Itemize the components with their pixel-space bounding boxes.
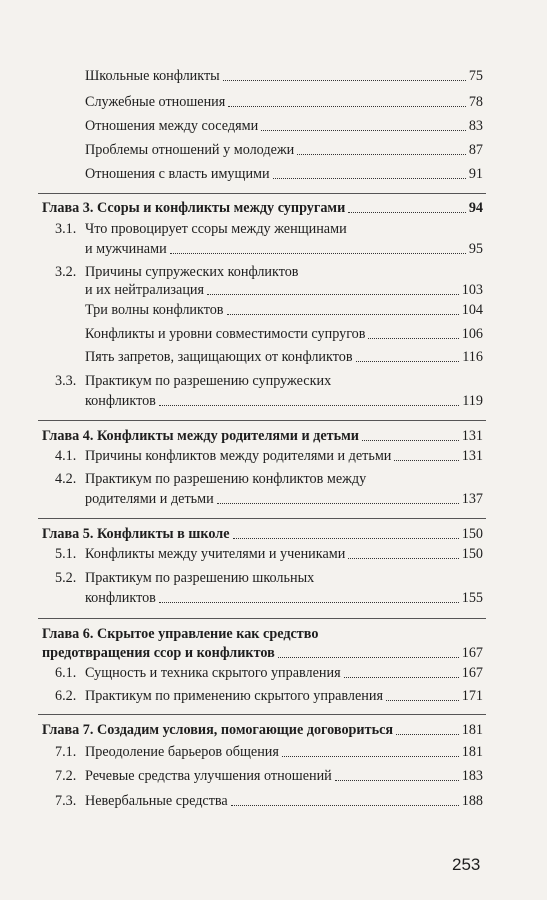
chapter-page: 150 bbox=[461, 526, 483, 542]
toc-entry bbox=[85, 68, 483, 85]
entry-title: Конфликты и уровни совместимости супругов bbox=[85, 326, 366, 342]
section-title-line1: Причины супружеских конфликтов bbox=[85, 264, 299, 280]
section-page: 188 bbox=[461, 793, 483, 809]
section-title-line2: конфликтов bbox=[85, 393, 156, 409]
chapter-page: 94 bbox=[468, 200, 483, 216]
entry-title: Служебные отношения bbox=[85, 94, 226, 110]
section-entry bbox=[85, 471, 483, 508]
entry-title: Отношения между соседями bbox=[85, 118, 259, 134]
section-number: 5.2. bbox=[55, 570, 77, 586]
section-page: 119 bbox=[462, 393, 483, 409]
section-title-line2: и мужчинами bbox=[85, 241, 167, 257]
leader-dots bbox=[207, 294, 459, 295]
leader-dots bbox=[159, 602, 459, 603]
entry-page: 78 bbox=[468, 94, 483, 110]
leader-dots bbox=[282, 756, 459, 757]
chapter-title: Глава 4. Конфликты между родителями и детьми bbox=[42, 428, 359, 444]
toc-entry bbox=[85, 94, 483, 111]
section-number: 7.1. bbox=[55, 744, 77, 760]
entry-title: Школьные конфликты bbox=[85, 68, 220, 84]
entry-page: 83 bbox=[468, 118, 483, 134]
leader-dots bbox=[170, 253, 466, 254]
section-page: 137 bbox=[461, 491, 483, 507]
section-page: 155 bbox=[461, 590, 483, 606]
leader-dots bbox=[227, 314, 459, 315]
leader-dots bbox=[396, 734, 459, 735]
section-title-line1: Сущность и техника скрытого управления bbox=[85, 665, 341, 681]
section-page: 181 bbox=[461, 744, 483, 760]
leader-dots bbox=[278, 657, 459, 658]
section-page: 103 bbox=[461, 282, 483, 298]
chapter-divider bbox=[38, 193, 486, 194]
leader-dots bbox=[335, 780, 459, 781]
toc-entry bbox=[85, 326, 483, 343]
leader-dots bbox=[273, 178, 466, 179]
chapter-title-line2: предотвращения ссор и конфликтов bbox=[42, 645, 275, 661]
section-entry bbox=[85, 768, 483, 785]
chapter-5-entry bbox=[42, 526, 483, 543]
section-number: 3.1. bbox=[55, 221, 77, 237]
toc-entry bbox=[85, 142, 483, 159]
section-page: 167 bbox=[461, 665, 483, 681]
section-entry bbox=[85, 688, 483, 705]
entry-page: 104 bbox=[461, 302, 483, 318]
section-title-line1: Практикум по разрешению конфликтов между bbox=[85, 471, 367, 487]
entry-page: 87 bbox=[468, 142, 483, 158]
chapter-divider bbox=[38, 518, 486, 519]
entry-title: Пять запретов, защищающих от конфликтов bbox=[85, 349, 353, 365]
chapter-4-entry bbox=[42, 428, 483, 445]
section-number: 6.1. bbox=[55, 665, 77, 681]
page-number: 253 bbox=[452, 855, 481, 874]
section-number: 7.3. bbox=[55, 793, 77, 809]
section-title-line1: Причины конфликтов между родителями и детьми bbox=[85, 448, 392, 464]
toc-entry bbox=[85, 166, 483, 183]
section-entry bbox=[85, 744, 483, 761]
section-number: 3.3. bbox=[55, 373, 77, 389]
leader-dots bbox=[297, 154, 466, 155]
section-number: 4.2. bbox=[55, 471, 77, 487]
leader-dots bbox=[217, 503, 459, 504]
leader-dots bbox=[394, 460, 458, 461]
chapter-6-entry bbox=[42, 626, 483, 662]
leader-dots bbox=[348, 212, 466, 213]
leader-dots bbox=[261, 130, 466, 131]
chapter-title: Глава 7. Создадим условия, помогающие договориться bbox=[42, 722, 394, 738]
chapter-page: 131 bbox=[461, 428, 483, 444]
chapter-title: Глава 3. Ссоры и конфликты между супругами bbox=[42, 200, 346, 216]
section-entry bbox=[85, 373, 483, 410]
leader-dots bbox=[348, 558, 458, 559]
leader-dots bbox=[233, 538, 459, 539]
section-page: 183 bbox=[461, 768, 483, 784]
chapter-page: 167 bbox=[461, 645, 483, 661]
section-entry bbox=[85, 570, 483, 607]
section-entry bbox=[85, 264, 483, 299]
section-title-line1: Речевые средства улучшения отношений bbox=[85, 768, 332, 784]
section-title-line1: Конфликты между учителями и учениками bbox=[85, 546, 346, 562]
entry-page: 91 bbox=[468, 166, 483, 182]
leader-dots bbox=[159, 405, 459, 406]
section-page: 171 bbox=[461, 688, 483, 704]
toc-entry bbox=[85, 349, 483, 366]
entry-page: 106 bbox=[461, 326, 483, 342]
section-number: 5.1. bbox=[55, 546, 77, 562]
section-entry bbox=[85, 793, 483, 810]
section-page: 95 bbox=[468, 241, 483, 257]
leader-dots bbox=[362, 440, 459, 441]
entry-page: 75 bbox=[468, 68, 483, 84]
entry-title: Проблемы отношений у молодежи bbox=[85, 142, 295, 158]
section-title-line1: Невербальные средства bbox=[85, 793, 228, 809]
section-title-line1: Практикум по разрешению школьных bbox=[85, 570, 315, 586]
section-title-line2: и их нейтрализация bbox=[85, 282, 205, 298]
leader-dots bbox=[344, 677, 459, 678]
chapter-divider bbox=[38, 618, 486, 619]
leader-dots bbox=[386, 700, 459, 701]
chapter-title: Глава 5. Конфликты в школе bbox=[42, 526, 230, 542]
leader-dots bbox=[223, 80, 466, 81]
leader-dots bbox=[356, 361, 460, 362]
chapter-divider bbox=[38, 714, 486, 715]
section-entry bbox=[85, 448, 483, 465]
entry-title: Три волны конфликтов bbox=[85, 302, 224, 318]
section-title-line1: Практикум по разрешению супружеских bbox=[85, 373, 332, 389]
section-entry bbox=[85, 665, 483, 682]
section-number: 4.1. bbox=[55, 448, 77, 464]
chapter-page: 181 bbox=[461, 722, 483, 738]
entry-page: 116 bbox=[462, 349, 483, 365]
section-page: 150 bbox=[461, 546, 483, 562]
leader-dots bbox=[228, 106, 466, 107]
toc-entry bbox=[85, 302, 483, 319]
section-title-line1: Что провоцирует ссоры между женщинами bbox=[85, 221, 347, 237]
section-title-line2: родителями и детьми bbox=[85, 491, 214, 507]
chapter-7-entry bbox=[42, 722, 483, 739]
section-entry bbox=[85, 221, 483, 258]
section-title-line1: Практикум по применению скрытого управления bbox=[85, 688, 383, 704]
section-number: 6.2. bbox=[55, 688, 77, 704]
entry-title: Отношения с власть имущими bbox=[85, 166, 270, 182]
section-entry bbox=[85, 546, 483, 563]
leader-dots bbox=[368, 338, 458, 339]
section-page: 131 bbox=[461, 448, 483, 464]
leader-dots bbox=[231, 805, 459, 806]
section-title-line1: Преодоление барьеров общения bbox=[85, 744, 279, 760]
chapter-divider bbox=[38, 420, 486, 421]
section-number: 7.2. bbox=[55, 768, 77, 784]
section-title-line2: конфликтов bbox=[85, 590, 156, 606]
chapter-title-line1: Глава 6. Скрытое управление как средство bbox=[42, 626, 319, 642]
chapter-3-entry bbox=[42, 200, 483, 217]
toc-entry bbox=[85, 118, 483, 135]
section-number: 3.2. bbox=[55, 264, 77, 280]
